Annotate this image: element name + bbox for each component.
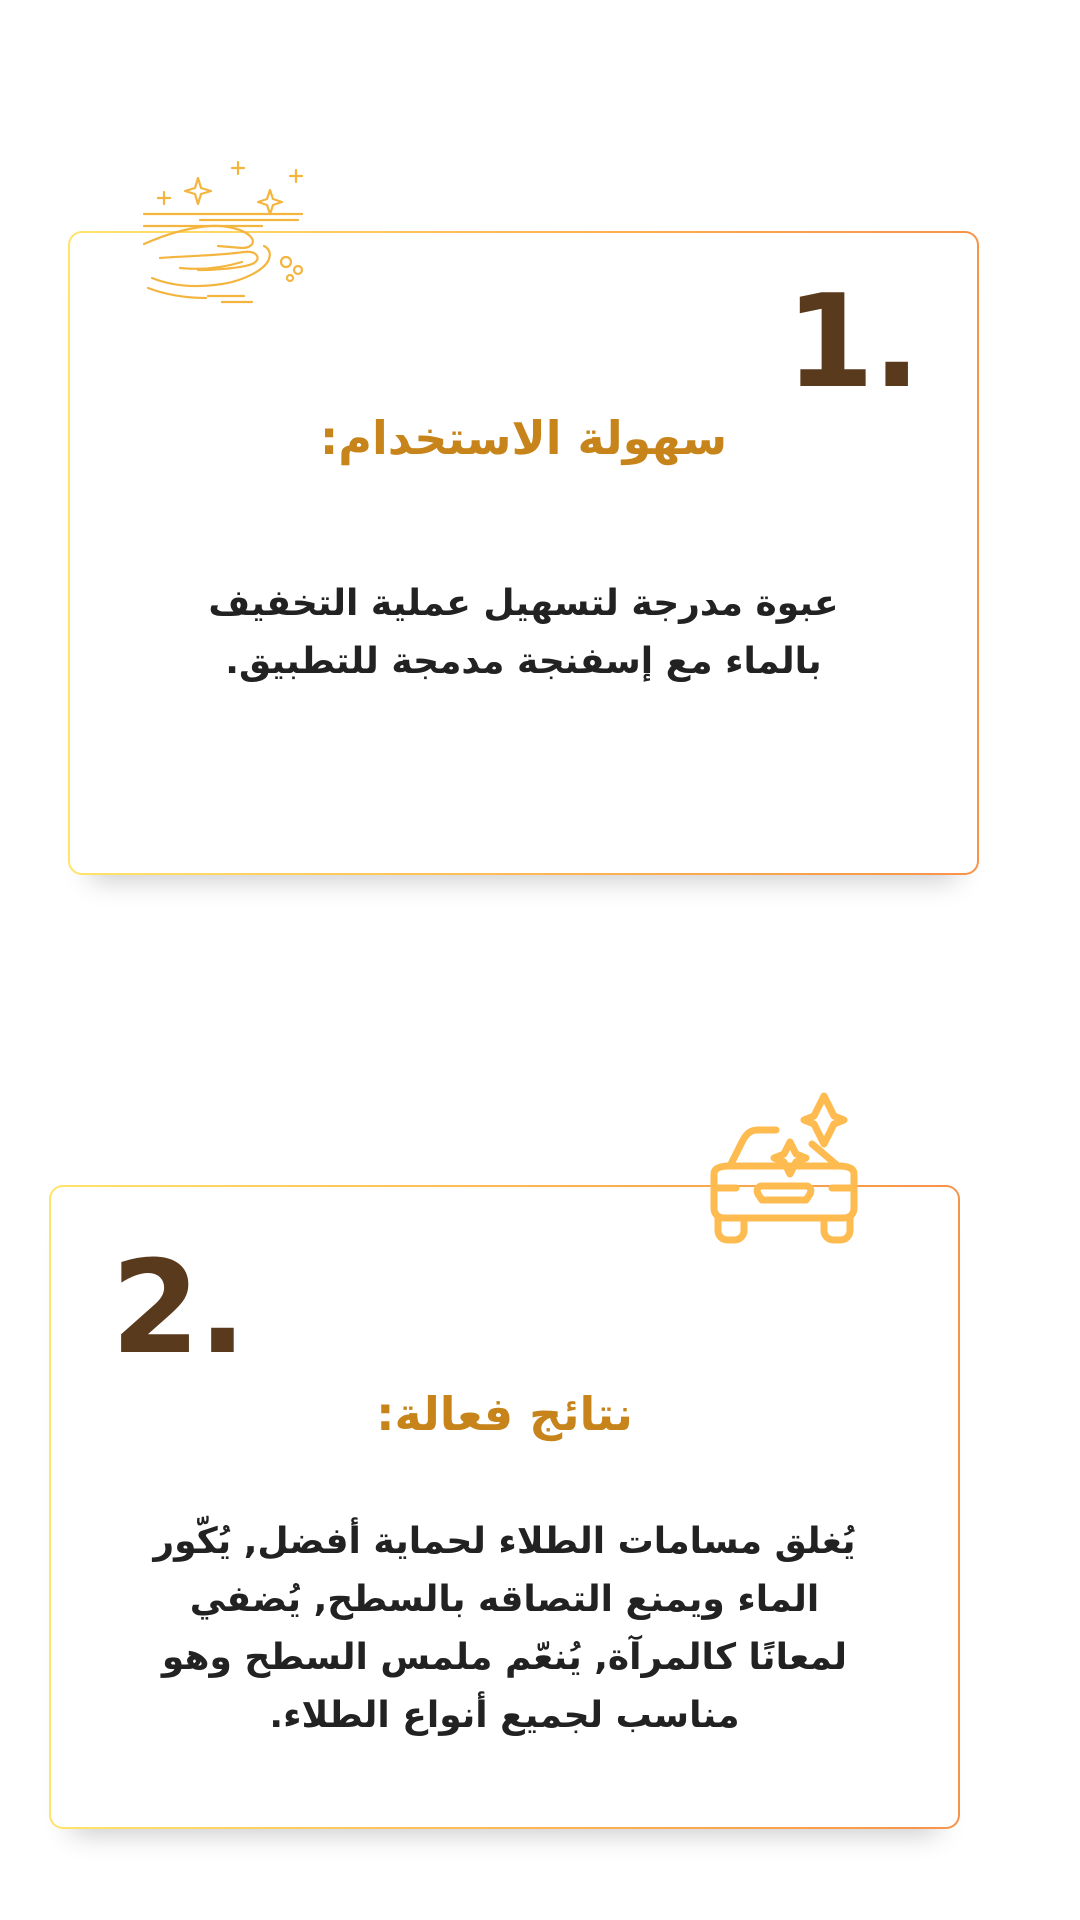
card-number: 2. xyxy=(111,1234,245,1383)
card-description: يُغلق مسامات الطلاء لحماية أفضل, يُكّور الماء ويمنع التصاقه بالسطح, يُضفي لمعانًا كالمرآة, يُنعّم ملمس السطح وهو مناسب لجميع أنواع الطلاء. xyxy=(153,1521,856,1736)
card-description: عبوة مدرجة لتسهيل عملية التخفيف بالماء مع إسفنجة مدمجة للتطبيق. xyxy=(208,583,839,682)
feature-card-effective-results xyxy=(49,1185,960,1829)
hand-washing-sparkle-icon xyxy=(140,158,316,304)
shiny-car-icon xyxy=(704,1090,864,1245)
card-number: 1. xyxy=(785,268,919,417)
card-title: سهولة الاستخدام: xyxy=(319,411,728,465)
feature-card-ease-of-use xyxy=(68,231,979,875)
card-title: نتائج فعالة: xyxy=(376,1387,633,1441)
